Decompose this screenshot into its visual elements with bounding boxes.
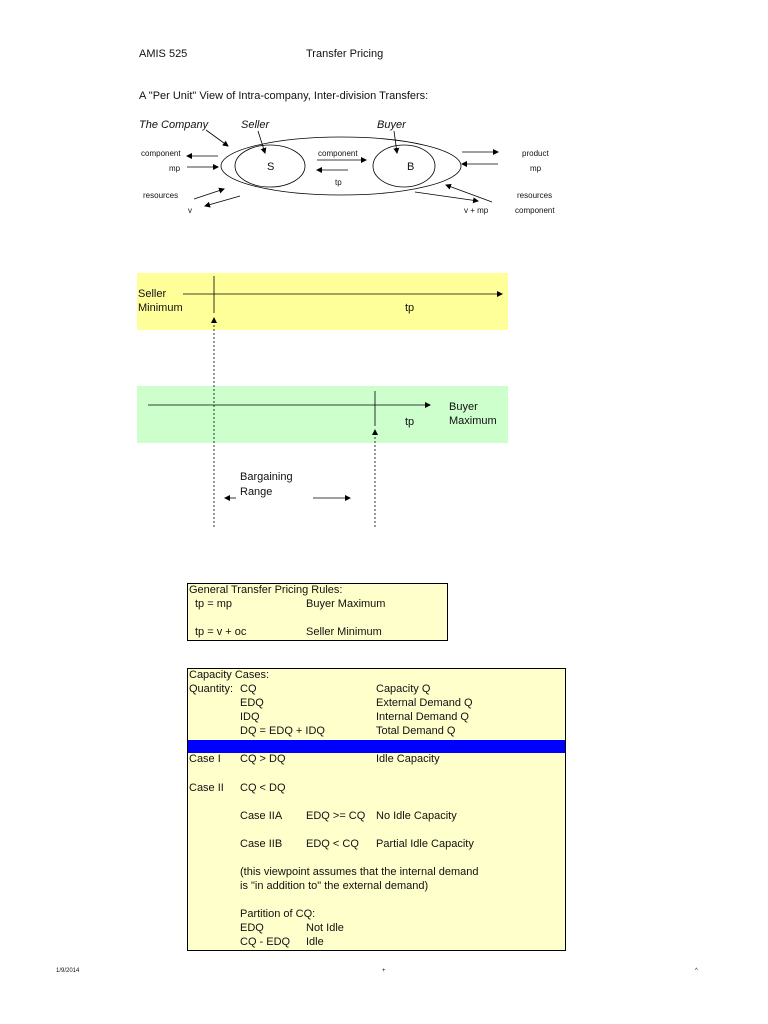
seller-circle	[235, 145, 305, 187]
buyer-node-label: B	[407, 161, 415, 173]
left-resources: resources	[143, 191, 179, 200]
buyer-band-label-1: Buyer	[449, 401, 478, 413]
case1-result: Idle Capacity	[376, 753, 440, 765]
definition-meaning: Total Demand Q	[376, 725, 456, 737]
right-product: product	[522, 149, 549, 158]
rule-formula: tp = mp	[195, 598, 232, 610]
buyer-label: Buyer	[377, 119, 406, 131]
case2-condition: CQ < DQ	[240, 782, 286, 794]
left-in-mp: mp	[169, 164, 181, 173]
partition-status: Not Idle	[306, 922, 344, 934]
center-tp: tp	[335, 178, 342, 187]
left-v-arrow	[205, 196, 240, 206]
assumption-note-line1: (this viewpoint assumes that the internal demand	[240, 866, 479, 878]
seller-pointer-arrow	[258, 131, 265, 153]
footer-right-mark: ^	[695, 968, 698, 974]
buyer-band-tp: tp	[405, 416, 415, 428]
buyer-band-label-2: Maximum	[449, 415, 497, 427]
seller-band-label-1: Seller	[138, 288, 167, 300]
diagram-subtitle: A "Per Unit" View of Intra-company, Inter-division Transfers:	[139, 90, 429, 102]
definition-meaning: External Demand Q	[376, 697, 473, 709]
course-code: AMIS 525	[139, 48, 188, 60]
rule-meaning: Seller Minimum	[306, 626, 382, 638]
definition-abbr: CQ	[240, 683, 257, 695]
footer-date: 1/9/2014	[56, 968, 80, 974]
buyer-circle	[373, 145, 435, 187]
case1-label: Case I	[189, 753, 221, 765]
case2a-label: Case IIA	[240, 810, 283, 822]
company-pointer-arrow	[206, 130, 228, 146]
left-in-component: component	[141, 149, 181, 158]
definition-meaning: Internal Demand Q	[376, 711, 469, 723]
quantity-label: Quantity:	[189, 683, 234, 695]
company-label: The Company	[139, 119, 209, 131]
bargaining-label-1: Bargaining	[240, 471, 293, 483]
seller-label: Seller	[241, 119, 270, 131]
company-ellipse	[221, 137, 461, 195]
case2a-condition: EDQ >= CQ	[306, 810, 366, 822]
case2a-result: No Idle Capacity	[376, 810, 457, 822]
definition-abbr: DQ = EDQ + IDQ	[240, 725, 325, 737]
capacity-title: Capacity Cases:	[189, 669, 270, 681]
case2-label: Case II	[189, 782, 224, 794]
bargaining-label-2: Range	[240, 486, 273, 498]
rule-meaning: Buyer Maximum	[306, 598, 386, 610]
partition-part: CQ - EDQ	[240, 936, 291, 948]
left-resources-arrow	[194, 189, 224, 199]
right-resources: resources	[517, 191, 553, 200]
case2b-result: Partial Idle Capacity	[376, 838, 474, 850]
definition-abbr: IDQ	[240, 711, 260, 723]
partition-title: Partition of CQ:	[240, 908, 316, 920]
rule-formula: tp = v + oc	[195, 626, 247, 638]
right-component: component	[515, 206, 555, 215]
rules-title: General Transfer Pricing Rules:	[189, 584, 343, 596]
left-v: v	[188, 206, 192, 215]
partition-status: Idle	[306, 936, 324, 948]
case1-condition: CQ > DQ	[240, 753, 286, 765]
seller-band-label-2: Minimum	[138, 302, 183, 314]
footer-center-mark: +	[382, 968, 386, 974]
center-component: component	[318, 149, 358, 158]
assumption-note-line2: is "in addition to" the external demand)	[240, 880, 429, 892]
partition-part: EDQ	[240, 922, 264, 934]
definition-abbr: EDQ	[240, 697, 264, 709]
buyer-pointer-arrow	[394, 131, 397, 153]
right-v-mp: v + mp	[464, 206, 489, 215]
seller-node-label: S	[267, 161, 275, 173]
seller-band-tp: tp	[405, 302, 415, 314]
definition-meaning: Capacity Q	[376, 683, 431, 695]
right-mp: mp	[530, 164, 542, 173]
case2b-condition: EDQ < CQ	[306, 838, 359, 850]
case2b-label: Case IIB	[240, 838, 283, 850]
page-topic: Transfer Pricing	[306, 48, 384, 60]
